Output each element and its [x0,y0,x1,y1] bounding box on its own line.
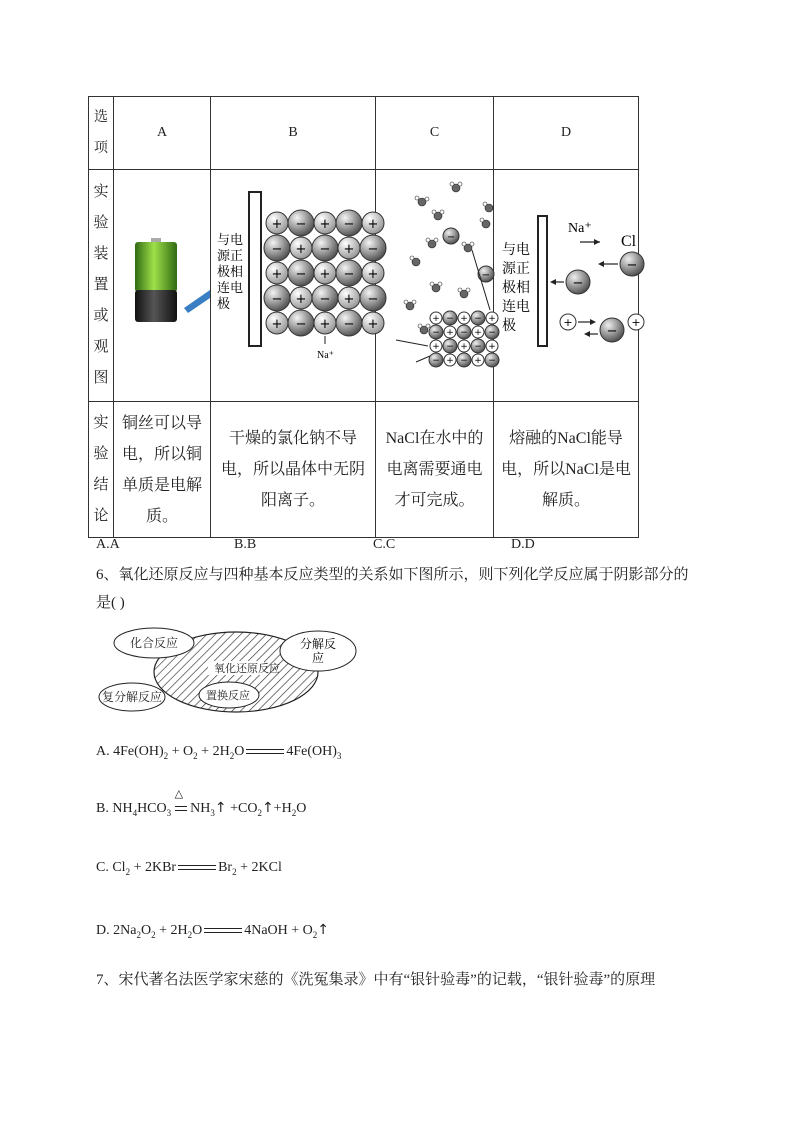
svg-text:−: − [319,242,331,257]
conclusion-d: 熔融的NaCl能导电，所以NaCl是电解质。 [494,402,639,538]
svg-text:−: − [343,217,355,232]
nacl-crystal-illustration [211,170,379,396]
svg-text:+: + [474,356,482,366]
svg-text:−: − [295,267,307,282]
svg-text:+: + [432,314,440,324]
label-displacement: 置换反应 [206,690,250,702]
svg-text:+: + [488,314,496,324]
option-b[interactable]: B.B [234,537,257,552]
svg-text:+: + [563,316,573,329]
svg-text:−: − [460,356,468,366]
electrode-label-b: 与电源正极相连电极 [217,232,244,311]
q7-stem: 7、宋代著名法医学家宋慈的《洗冤集录》中有“银针验毒”的记载，“银针验毒”的原理 [96,972,656,988]
svg-text:+: + [367,267,379,282]
q6-option-d[interactable]: D. $2Na_2O_2 + 2H_2O$ 4NaOH + $O_2↑$ [96,922,329,940]
svg-text:−: − [481,270,491,281]
reaction-venn-diagram [96,626,358,718]
cl-ion-label-d: Cl [621,233,637,250]
svg-text:+: + [343,292,355,307]
na-ion-label-d: Na⁺ [568,221,592,236]
column-header-c: C [376,97,494,170]
q6-option-b[interactable]: B. $NH_4HCO_3$ △ $NH_3↑$ $+CO_2↑+H_2O$ [96,788,307,818]
svg-text:+: + [295,242,307,257]
svg-text:+: + [343,242,355,257]
svg-text:+: + [367,317,379,332]
q6-option-c[interactable]: C. $Cl_2 + 2KBr$ $Br_2 + 2KCl$ [96,860,282,877]
svg-text:−: − [343,267,355,282]
setup-image-a [114,170,211,402]
svg-text:−: − [367,292,379,307]
svg-text:−: − [271,292,283,307]
column-header-d: D [494,97,639,170]
svg-text:−: − [432,356,440,366]
option-a[interactable]: A.A [96,537,120,552]
label-double-displacement: 复分解反应 [102,690,163,704]
svg-text:−: − [488,356,496,366]
svg-text:+: + [460,314,468,324]
svg-text:−: − [295,217,307,232]
svg-text:+: + [319,317,331,332]
svg-text:−: − [446,314,454,324]
svg-text:−: − [295,317,307,332]
svg-text:−: − [367,242,379,257]
label-redox: 氧化还原反应 [214,663,280,675]
conclusion-a: 铜丝可以导电，所以铜单质是电解质。 [114,402,211,538]
row-label-conclusion: 实验结论 [89,402,114,538]
electrode-label-d: 与电源正极相连电极 [502,243,530,334]
svg-text:+: + [446,356,454,366]
svg-text:+: + [631,316,641,329]
svg-text:−: − [626,258,638,273]
svg-text:+: + [271,267,283,282]
electrode-d [538,216,547,346]
svg-text:+: + [319,217,331,232]
ion-lattice [264,210,386,336]
svg-text:+: + [432,342,440,352]
svg-text:+: + [271,317,283,332]
svg-text:−: − [474,314,482,324]
setup-image-b [211,170,379,402]
copper-wire [184,290,210,313]
table-setup-row [89,170,639,402]
svg-text:+: + [367,217,379,232]
q6-option-a[interactable]: A. $4Fe(OH)_2 + O_2 + 2H_2O$ $4Fe(OH)_3$ [96,744,342,761]
setup-image-d [494,170,639,402]
conclusion-c: NaCl在水中的电离需要通电才可完成。 [376,402,494,538]
option-d[interactable]: D.D [511,537,535,552]
svg-text:+: + [271,217,283,232]
crystal-block [429,311,499,367]
svg-text:−: − [606,324,618,339]
svg-text:−: − [271,242,283,257]
svg-text:+: + [460,342,468,352]
na-ion-label-b: Na⁺ [317,350,334,361]
svg-text:−: − [572,276,584,291]
svg-text:−: − [460,328,468,338]
svg-text:−: − [474,342,482,352]
dissolved-ions [443,228,494,282]
column-header-a: A [114,97,211,170]
svg-text:−: − [446,232,456,243]
svg-text:+: + [319,267,331,282]
label-combination: 化合反应 [130,636,179,650]
svg-text:+: + [446,328,454,338]
svg-text:+: + [295,292,307,307]
experiment-table [88,96,639,538]
q6-stem: 6、氧化还原反应与四种基本反应类型的关系如下图所示，则下列化学反应属于阴影部分的是( ) [96,567,689,611]
svg-text:−: − [319,292,331,307]
svg-text:−: − [488,328,496,338]
svg-text:−: − [343,317,355,332]
column-header-b: B [211,97,376,170]
molten-nacl-illustration [494,170,641,396]
battery-illustration [114,170,210,396]
option-c[interactable]: C.C [373,537,396,552]
electrode-b [249,192,261,346]
battery-base [135,290,177,322]
row-label-setup: 实验装置或观图 [89,170,114,402]
svg-text:+: + [488,342,496,352]
svg-text:−: − [432,328,440,338]
conclusion-b: 干燥的氯化钠不导电，所以晶体中无阴阳离子。 [211,402,376,538]
setup-image-c [376,170,494,402]
nacl-dissolving-illustration [376,170,496,396]
svg-text:+: + [474,328,482,338]
table-header-row [89,97,639,170]
battery-body [135,242,177,292]
label-decomposition: 分解反应 [299,637,337,665]
table-conclusion-row [89,402,639,538]
svg-text:−: − [446,342,454,352]
row-label-options: 选项 [89,97,114,170]
